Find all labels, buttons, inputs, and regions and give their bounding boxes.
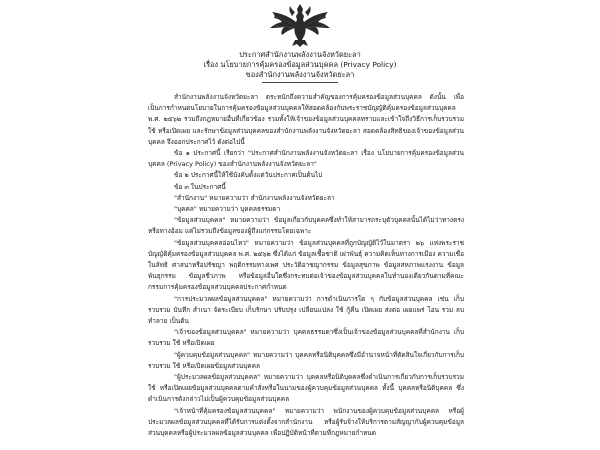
header-title: ประกาศสำนักงานพลังงานจังหวัดยะลา [239,50,361,59]
definition-controller: "ผู้ควบคุมข้อมูลส่วนบุคคล" หมายความว่า บุคคลหรือนิติบุคคลซึ่งมีอำนาจหน้าที่ตัดสินใจเกี่ยวกับการเก็บ รวบรวม ใช้ หรือเปิดเผยข้อมูลส่วนบุคคล [148,350,464,370]
definition-data-subject: "เจ้าของข้อมูลส่วนบุคคล" หมายความว่า บุคคลธรรมดาซึ่งเป็นเจ้าของข้อมูลส่วนบุคคลที่สำนักงาน เก็บรวบรวม ใช้ หรือเปิดเผย [148,328,464,348]
definition-office: "สำนักงาน" หมายความว่า สำนักงานพลังงานจังหวัดยะลา [174,193,335,202]
paragraph-clause-3: ข้อ ๓ ในประกาศนี้ [174,182,226,191]
header-subject: เรื่อง นโยบายการคุ้มครองข้อมูลส่วนบุคคล (Privacy Policy) [203,60,397,69]
definition-person: "บุคคล" หมายความว่า บุคคลธรรมดา [174,205,281,214]
garuda-emblem-icon [262,2,338,48]
header-divider [262,82,338,83]
paragraph-clause-1: ข้อ ๑ ประกาศนี้ เรียกว่า "ประกาศสำนักงานพลังงานจังหวัดยะลา เรื่อง นโยบายการคุ้มครองข้อมูลส่วนบุคคล (Privacy Policy) ของสำนักงานพลังงานจังหวัดยะลา" [148,149,464,169]
header-organization: ของสำนักงานพลังงานจังหวัดยะลา [245,70,355,79]
paragraph-intro: สำนักงานพลังงานจังหวัดยะลา ตระหนักถึงความสำคัญของการคุ้มครองข้อมูลส่วนบุคคล ดังนั้น เพื่อเป็นการกำหนดนโยบายในการคุ้มครองข้อมูลส่วนบุคคลให้สอดคล้องกับพระราชบัญญัติคุ้มครองข้อมูลส่วนบุคคล พ.ศ. ๒๕๖๒ รวมถึงกฎหมายอื่นที่เกี่ยวข้อง รวมทั้งให้เจ้าของข้อมูลส่วนบุคคลทราบและเข้าใจถึงวิธีการเก็บรวบรวม ใช้ หรือเปิดเผย และรักษาข้อมูลส่วนบุคคลของสำนักงานพลังงานจังหวัดยะลา สอดคล้องสิทธิของเจ้าของข้อมูลส่วนบุคคล จึงออกประกาศไว้ ดังต่อไปนี้ [148,93,464,146]
definition-processor: "ผู้ประมวลผลข้อมูลส่วนบุคคล" หมายความว่า บุคคลหรือนิติบุคคลซึ่งดำเนินการเกี่ยวกับการเก็บรวบรวม ใช้ หรือเปิดเผยข้อมูลส่วนบุคคลตามคำสั่งหรือในนามของผู้ควบคุมข้อมูลส่วนบุคคล ทั้งนี้ บุคคลหรือนิติบุคคล ซึ่งดำเนินการดังกล่าวไม่เป็นผู้ควบคุมข้อมูลส่วนบุคคล [148,373,464,404]
definition-processing: "การประมวลผลข้อมูลส่วนบุคคล" หมายความว่า การดำเนินการใด ๆ กับข้อมูลส่วนบุคคล เช่น เก็บรวบรวม บันทึก สำเนา จัดระเบียบ เก็บรักษา ปรับปรุง เปลี่ยนแปลง ใช้ กู้คืน เปิดเผย ส่งต่อ เผยแพร่ โอน รวม ลบ ทำลาย เป็นต้น [148,294,464,326]
definition-personal-data: "ข้อมูลส่วนบุคคล" หมายความว่า ข้อมูลเกี่ยวกับบุคคลซึ่งทำให้สามารถระบุตัวบุคคลนั้นได้ไม่ว่าทางตรงหรือทางอ้อม แต่ไม่รวมถึงข้อมูลของผู้ถึงแก่กรรมโดยเฉพาะ [148,216,464,236]
definition-sensitive-data: "ข้อมูลส่วนบุคคลอ่อนไหว" หมายความว่า ข้อมูลส่วนบุคคลที่ถูกบัญญัติไว้ในมาตรา ๒๖ แห่งพระราชบัญญัติคุ้มครองข้อมูลส่วนบุคคล พ.ศ. ๒๕๖๒ ซึ่งได้แก่ ข้อมูลเชื้อชาติ เผ่าพันธุ์ ความคิดเห็นทางการเมือง ความเชื่อในลัทธิ ศาสนาหรือปรัชญา พฤติกรรมทางเพศ ประวัติอาชญากรรม ข้อมูลสุขภาพ ข้อมูลสหภาพแรงงาน ข้อมูลพันธุกรรม ข้อมูลชีวภาพ หรือข้อมูลอื่นใดซึ่งกระทบต่อเจ้าของข้อมูลส่วนบุคคลในทำนองเดียวกันตามที่คณะกรรมการคุ้มครองข้อมูลส่วนบุคคลประกาศกำหนด [148,238,464,292]
definition-dpo: "เจ้าหน้าที่คุ้มครองข้อมูลส่วนบุคคล" หมายความว่า พนักงานของผู้ควบคุมข้อมูลส่วนบุคคล หรือผู้ประมวลผลข้อมูลส่วนบุคคลที่ได้รับการแต่งตั้งจากสำนักงาน หรือผู้รับจ้างให้บริการตามสัญญากับผู้ควบคุมข้อมูลส่วนบุคคลหรือผู้ประมวลผลข้อมูลส่วนบุคคล เพื่อปฏิบัติหน้าที่ตามที่กฎหมายกำหนด [148,406,464,438]
document-body [148,92,464,439]
paragraph-clause-2: ข้อ ๒ ประกาศนี้ให้ใช้บังคับตั้งแต่วันประกาศเป็นต้นไป [174,171,323,180]
